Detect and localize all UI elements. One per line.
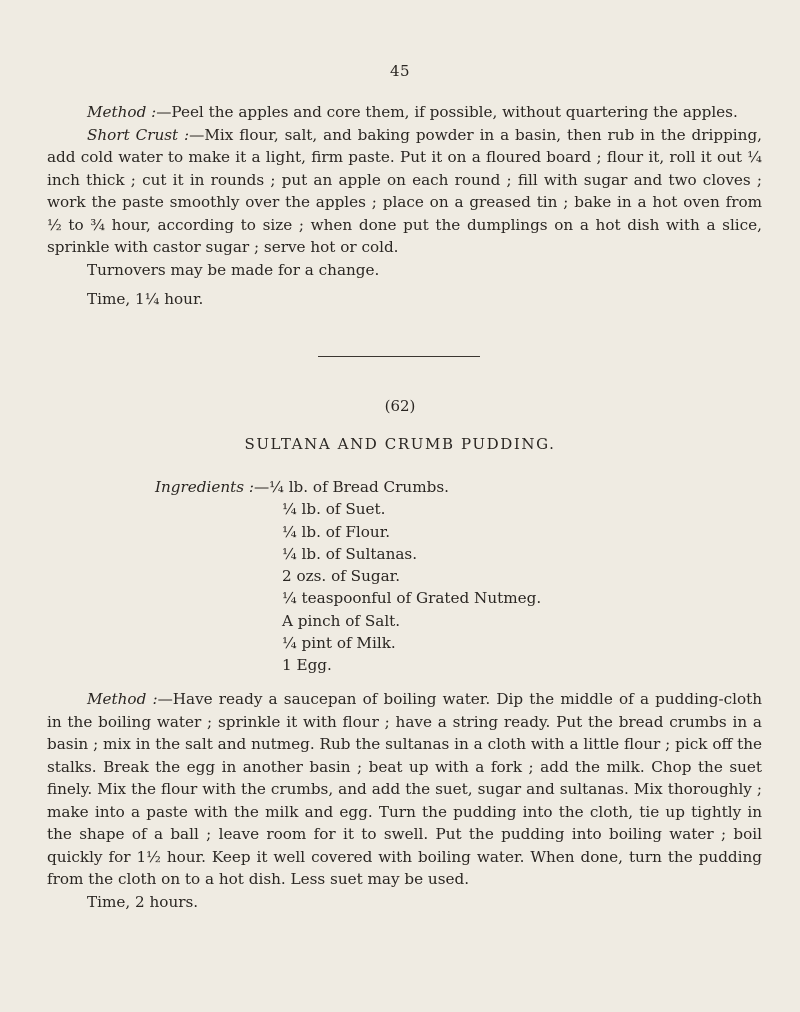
apple-method-paragraph [47, 101, 762, 124]
recipe-time: Time, 2 hours. [87, 892, 199, 911]
intro-time: Time, 1¼ hour. [87, 290, 204, 308]
recipe-method-lead: Method : [87, 690, 158, 708]
recipe-method-paragraph [47, 688, 762, 891]
ingredient-item: ¼ pint of Milk. [282, 634, 396, 653]
method-lead: Method : [87, 103, 157, 121]
ingredient-item: A pinch of Salt. [282, 611, 401, 630]
ingredient-item: ¼ teaspoonful of Grated Nutmeg. [282, 589, 542, 608]
recipe-title: SULTANA AND CRUMB PUDDING. [244, 435, 556, 453]
recipe-number: (62) [384, 397, 416, 415]
recipe-method-text: —Have ready a saucepan of boiling water. Dip the middle of a pudding-cloth in the boiling water ; sprinkle it with flour ; have a string ready. Put the bread crumbs in a basin ; mix in the salt and nutmeg. Rub the sultanas in a cloth with a little flour ; pick off the stalks. Break the egg in another basin ; beat up with a fork ; add the milk. Chop the suet finely. Mix the flour with the crumbs, and add the suet, sugar and sultanas. Mix thoroughly ; make into a paste with the milk and egg. Turn the pudding into the cloth, tie up tightly in the shape of a ball ; leave room for it to swell. Put the pudding into boiling water ; boil quickly for 1½ hour. Keep it well covered with boiling water. When done, turn the pudding from the cloth on to a hot dish. Less suet may be used. [47, 690, 762, 888]
ingredient-item: 1 Egg. [282, 656, 332, 675]
intro-section [47, 101, 762, 311]
ingredient-item: Ingredients :—¼ lb. of Bread Crumbs. [155, 478, 449, 496]
ingredients-list [155, 476, 655, 677]
page-number: 45 [389, 62, 411, 80]
recipe-method-section [47, 688, 762, 913]
ingredient-item: 2 ozs. of Sugar. [282, 567, 401, 586]
ingredient-item: ¼ lb. of Suet. [282, 500, 386, 519]
method-text: —Peel the apples and core them, if possible, without quartering the apples. [156, 103, 738, 121]
ingredients-lead: Ingredients : [155, 478, 254, 496]
ingredient-item: ¼ lb. of Sultanas. [282, 544, 418, 563]
short-crust-lead: Short Crust : [87, 125, 190, 144]
short-crust-text: —Mix flour, salt, and baking powder in a basin, then rub in the dripping, add cold water to make it a light, firm paste. Put it on a floured board ; flour it, roll it out ¼ inch thick ; cut it in rounds ; put an apple on each round ; fill with sugar and two cloves ; work the paste smoothly over the apples ; place on a greased tin ; bake in a hot oven from ½ to ¾ hour, according to size ; when done put the dumplings on a hot dish with a slice, sprinkle with castor sugar ; serve hot or cold. [47, 125, 762, 256]
short-crust-paragraph [47, 124, 762, 259]
section-divider [318, 356, 480, 357]
turnovers-note: Turnovers may be made for a change. [87, 260, 380, 279]
ingredient-item: ¼ lb. of Flour. [282, 522, 391, 541]
